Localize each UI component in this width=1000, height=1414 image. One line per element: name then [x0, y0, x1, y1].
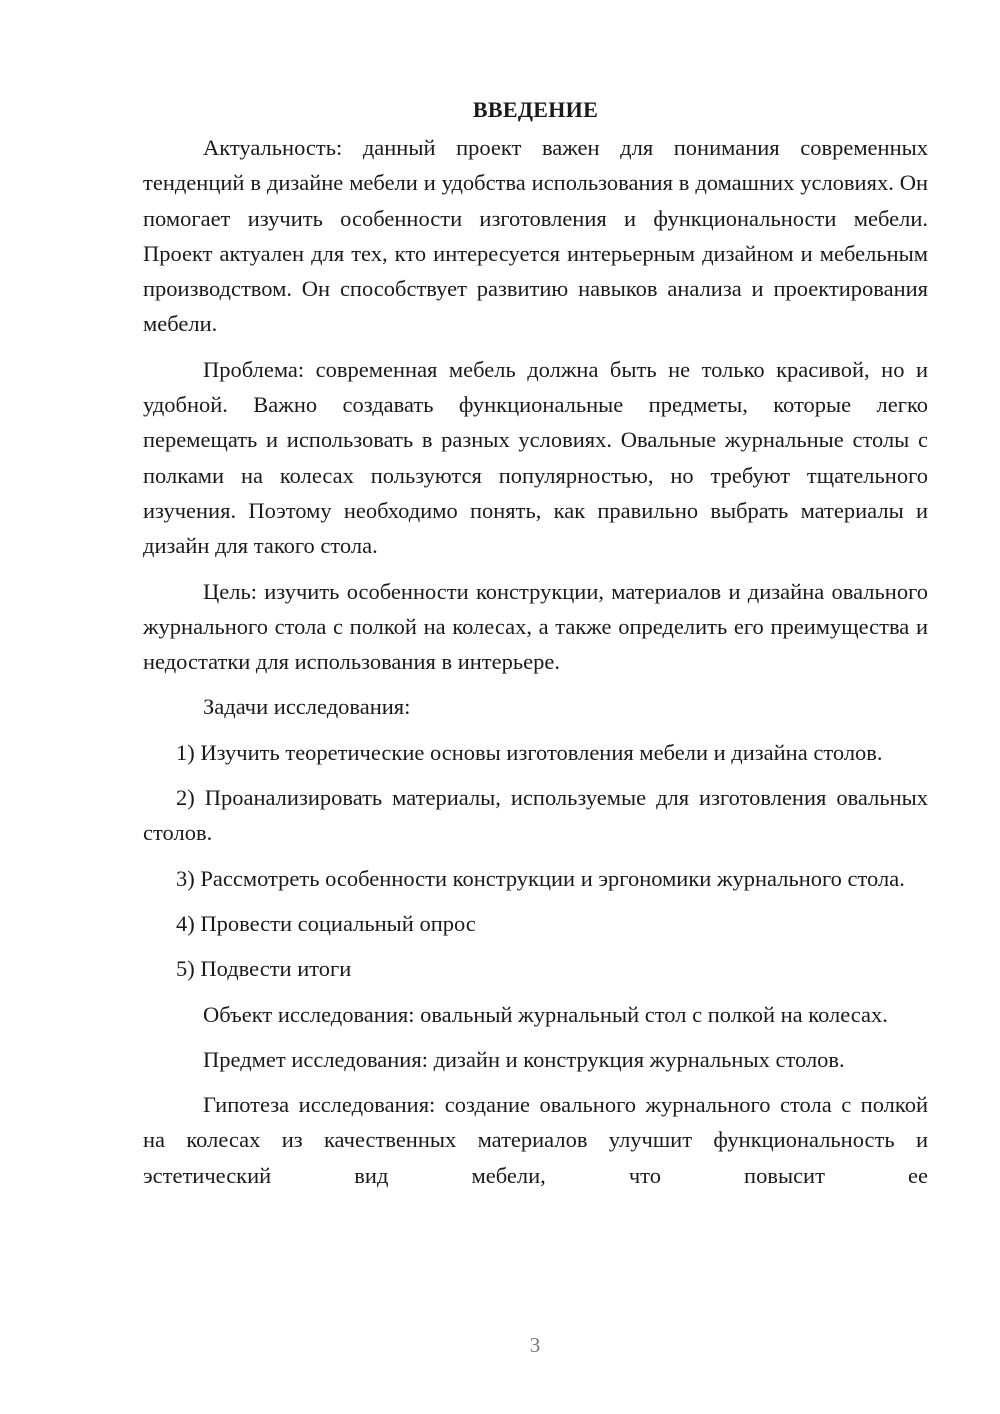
- task-item-4: 4) Провести социальный опрос: [176, 910, 476, 936]
- task-item-2: 2) Проанализировать материалы, используемые для изготовления овальных столов.: [143, 785, 928, 846]
- tasks-heading: Задачи исследования:: [203, 694, 411, 720]
- task-item-1: 1) Изучить теоретические основы изготовления мебели и дизайна столов.: [176, 739, 883, 765]
- paragraph-hypothesis: Гипотеза исследования: создание овального журнального стола с полкой на колесах из качественных материалов улучшит функциональность и эстетический вид мебели, что повысит ее: [143, 1092, 928, 1188]
- document-body: [143, 93, 928, 1193]
- paragraph-problem: Проблема: современная мебель должна быть не только красивой, но и удобной. Важно создавать функциональные предметы, которые легко перемещать и использовать в разных условиях. Овальные журнальные столы с полками на колесах пользуются популярностью, но требуют тщательного изучения. Поэтому необходимо понять, как правильно выбрать материалы и дизайн для такого стола.: [143, 356, 928, 559]
- paragraph-object: Объект исследования: овальный журнальный стол с полкой на колесах.: [203, 1001, 888, 1027]
- paragraph-subject: Предмет исследования: дизайн и конструкция журнальных столов.: [203, 1046, 845, 1072]
- page-number: 3: [529, 1333, 541, 1357]
- paragraph-goal: Цель: изучить особенности конструкции, материалов и дизайна овального журнального стола с полкой на колесах, а также определить его преимущества и недостатки для использования в интерьере.: [143, 578, 928, 675]
- task-item-5: 5) Подвести итоги: [176, 956, 352, 982]
- section-title: ВВЕДЕНИЕ: [472, 97, 599, 122]
- task-item-3: 3) Рассмотреть особенности конструкции и эргономики журнального стола.: [176, 865, 905, 891]
- paragraph-relevance: Актуальность: данный проект важен для понимания современных тенденций в дизайне мебели и удобства использования в домашних условиях. Он помогает изучить особенности изготовления и функциональности мебели. Проект актуален для тех, кто интересуется интерьерным дизайном и мебельным производством. Он способствует развитию навыков анализа и проектирования мебели.: [143, 135, 928, 337]
